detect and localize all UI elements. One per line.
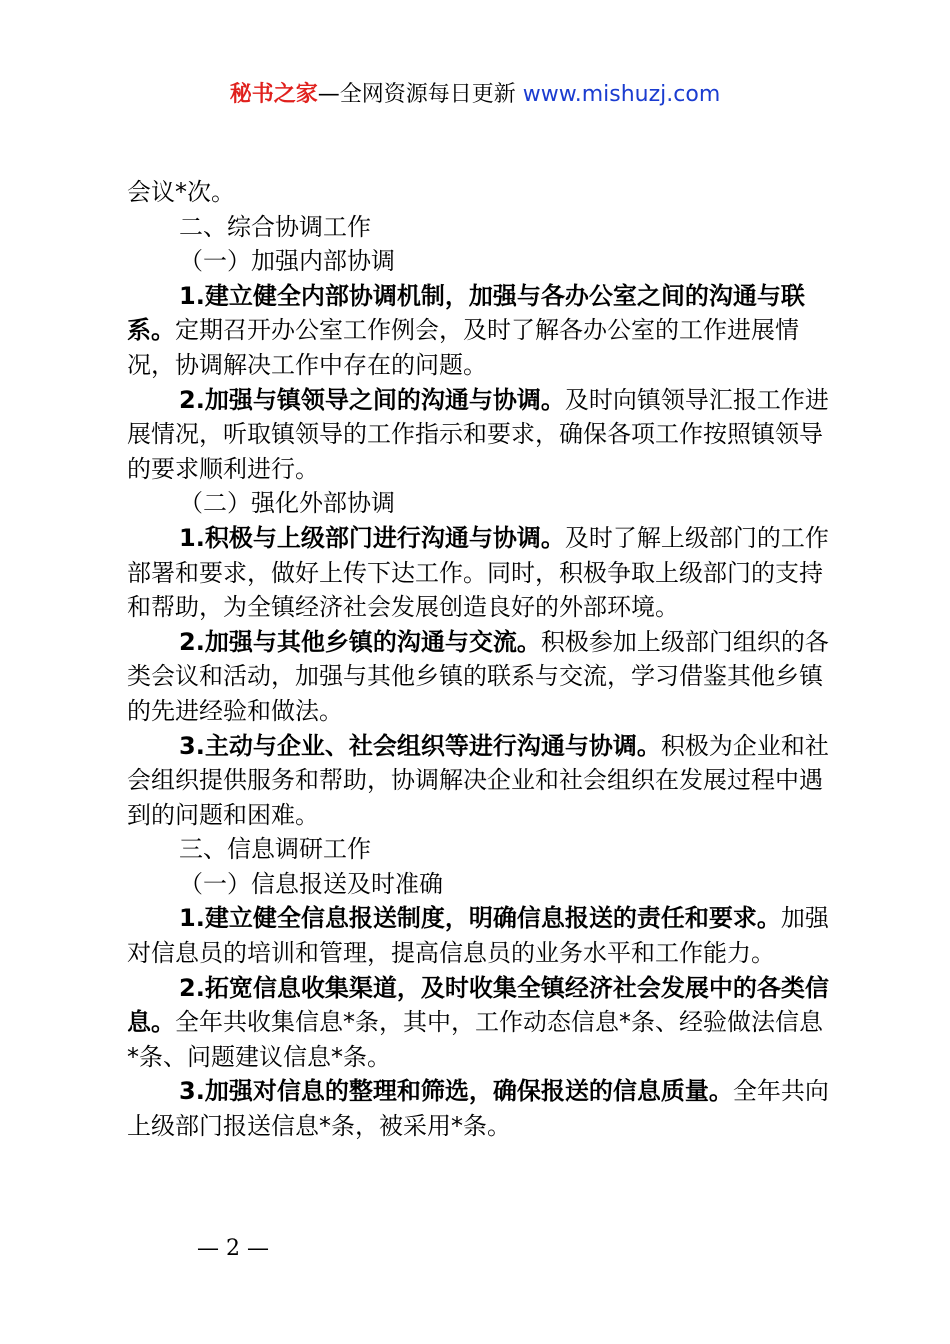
site-brand: 秘书之家 bbox=[229, 82, 318, 107]
paragraph-lead: 3.主动与企业、社会组织等进行沟通与协调。 bbox=[179, 731, 661, 760]
paragraph bbox=[127, 729, 832, 833]
paragraph bbox=[127, 971, 832, 1075]
paragraph bbox=[127, 279, 832, 383]
paragraph bbox=[127, 625, 832, 729]
paragraph-lead: 1.建立健全信息报送制度，明确信息报送的责任和要求。 bbox=[179, 904, 781, 933]
paragraph bbox=[127, 383, 832, 487]
paragraph-text: 及时向镇领导汇报工作进展情况，听取镇领导的工作指示和要求，确保各项工作按照镇领导的要求顺利进行。 bbox=[127, 385, 829, 483]
subsection-heading: （二）强化外部协调 bbox=[179, 489, 395, 518]
paragraph-lead: 1.建立健全内部协调机制，加强与各办公室之间的沟通与联系。 bbox=[127, 281, 805, 345]
site-tagline: —全网资源每日更新 bbox=[317, 82, 523, 107]
paragraph-text: 全年共向上级部门报送信息*条，被采用*条。 bbox=[127, 1077, 829, 1141]
paragraph-text: 积极为企业和社会组织提供服务和帮助，协调解决企业和社会组织在发展过程中遇到的问题和困难。 bbox=[127, 731, 829, 829]
paragraph bbox=[127, 901, 832, 970]
paragraph bbox=[127, 521, 832, 625]
subsection-heading: （一）信息报送及时准确 bbox=[179, 869, 443, 898]
continuation-paragraph: 会议*次。 bbox=[127, 178, 235, 206]
paragraph-text: 全年共收集信息*条，其中，工作动态信息*条、经验做法信息*条、问题建议信息*条。 bbox=[127, 1008, 823, 1071]
paragraph-text: 加强对信息员的培训和管理，提高信息员的业务水平和工作能力。 bbox=[127, 904, 829, 968]
paragraph-lead: 2.加强与其他乡镇的沟通与交流。 bbox=[179, 627, 541, 656]
document-body bbox=[127, 175, 832, 1144]
subsection-heading: （一）加强内部协调 bbox=[179, 247, 395, 276]
paragraph-lead: 2.加强与镇领导之间的沟通与协调。 bbox=[179, 385, 565, 414]
paragraph bbox=[127, 1074, 832, 1143]
section-heading: 三、信息调研工作 bbox=[179, 835, 371, 864]
paragraph-text: 定期召开办公室工作例会，及时了解各办公室的工作进展情况，协调解决工作中存在的问题。 bbox=[127, 316, 799, 379]
paragraph-text: 积极参加上级部门组织的各类会议和活动，加强与其他乡镇的联系与交流，学习借鉴其他乡镇的先进经验和做法。 bbox=[127, 627, 829, 725]
site-url-link[interactable]: www.mishuzj.com bbox=[522, 82, 721, 107]
paragraph-lead: 2.拓宽信息收集渠道，及时收集全镇经济社会发展中的各类信息。 bbox=[127, 973, 829, 1037]
page-number: — 2 — bbox=[197, 1236, 269, 1261]
section-heading: 二、综合协调工作 bbox=[179, 212, 371, 241]
page-header bbox=[0, 80, 950, 110]
paragraph-text: 及时了解上级部门的工作部署和要求，做好上传下达工作。同时，积极争取上级部门的支持和帮助，为全镇经济社会发展创造良好的外部环境。 bbox=[127, 523, 829, 622]
paragraph-lead: 1.积极与上级部门进行沟通与协调。 bbox=[179, 523, 565, 552]
paragraph-lead: 3.加强对信息的整理和筛选，确保报送的信息质量。 bbox=[179, 1077, 733, 1106]
